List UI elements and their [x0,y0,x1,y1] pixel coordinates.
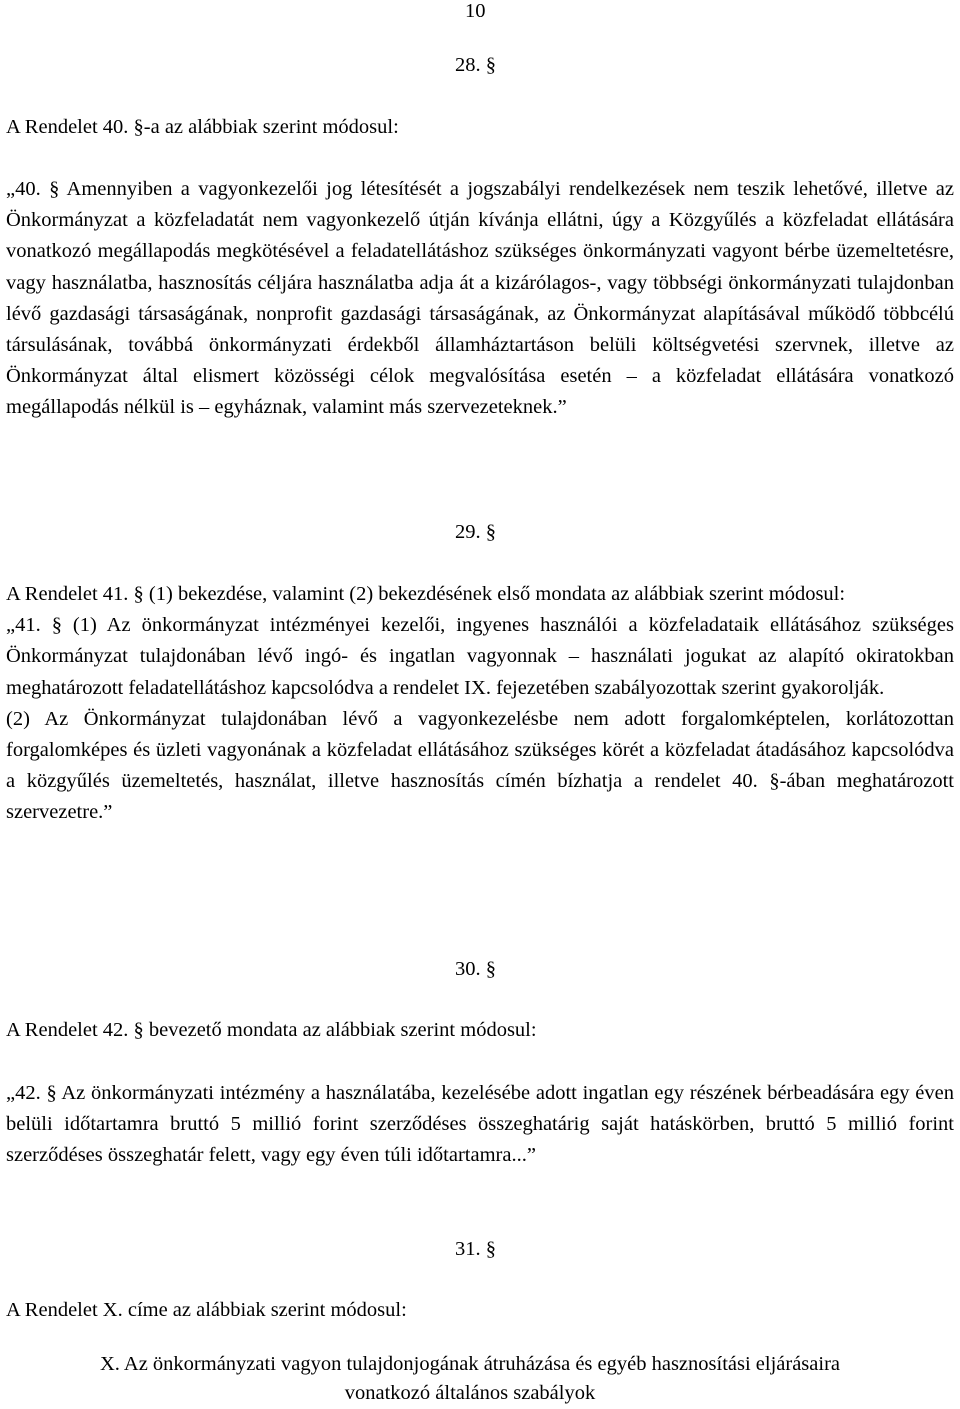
section-30-heading: 30. § [455,958,496,980]
page-number: 10 [465,0,486,22]
section-29-text: „41. § (1) Az önkormányzat intézményei kezelői, ingyenes használói a közfeladataik ellátásához szükséges Önkormányzat tulajdonában lévő ingó- és ingatlan vagyonnak – használati jogukat az alapító okiratokban meghatározott feladatellátáshoz kapcsolódva a rendelet IX. fejezetében szabályozottak szerint gyakorolják. [6,614,954,699]
section-28-heading: 28. § [455,54,496,76]
section-28-intro: A Rendelet 40. §-a az alábbiak szerint módosul: [6,116,399,138]
section-31-title-line-2: vonatkozó általános szabályok [344,1382,596,1404]
section-31-heading: 31. § [455,1238,496,1260]
section-31-intro: A Rendelet X. címe az alábbiak szerint módosul: [6,1299,407,1321]
section-28-body [6,174,954,424]
section-31-title-line-1: X. Az önkormányzati vagyon tulajdonjogának átruházása és egyéb hasznosítási eljárásaira [99,1353,840,1375]
section-30-body [6,1078,954,1172]
section-29-heading: 29. § [455,521,496,543]
section-30-text: „42. § Az önkormányzati intézmény a használatába, kezelésébe adott ingatlan egy részének bérbeadására egy éven belüli időtartamra bruttó 5 millió forint szerződéses összeghatárig saját hatáskörben, bruttó 5 millió forint szerződéses összeghatár felett, vagy egy éven túli időtartamra...” [6,1082,954,1167]
section-30-intro: A Rendelet 42. § bevezető mondata az alábbiak szerint módosul: [6,1019,537,1041]
section-28-text: „40. § Amennyiben a vagyonkezelői jog létesítését a jogszabályi rendelkezések nem teszik lehetővé, illetve az Önkormányzat a közfeladatát nem vagyonkezelő útján kívánja ellátni, úgy a Közgyűlés a közfeladat ellátására vonatkozó megállapodás megkötésével a feladatellátáshoz szükséges önkormányzati vagyont bérbe üzemeltetésre, vagy használatba, hasznosítás céljára használatba adja át a kizárólagos-, vagy többségi önkormányzati tulajdonban lévő gazdasági társaságának, nonprofit gazdasági társaságának, az Önkormányzat alapításával működő többcélú társulásának, továbbá önkormányzati érdekből államháztartáson belüli költségvetési szervnek, illetve az Önkormányzat által elismert közösségi célok megvalósítása esetén – a közfeladat ellátására vonatkozó megállapodás nélkül is – egyháznak, valamint más szervezeteknek.” [6,178,954,419]
section-29-text-2: (2) Az Önkormányzat tulajdonában lévő a vagyonkezelésbe nem adott forgalomképtelen, korlátozottan forgalomképes és üzleti vagyonának a közfeladat ellátásához szükséges körét a közfeladat átadásához kapcsolódva a közgyűlés üzemeltetés, használat, illetve hasznosítás címén bízhatja a rendelet 40. §-ában meghatározott szervezetre.” [6,707,954,824]
section-29-intro: A Rendelet 41. § (1) bekezdése, valamint (2) bekezdésének első mondata az alábbiak szerint módosul: [6,583,846,605]
section-29-body [6,579,954,829]
